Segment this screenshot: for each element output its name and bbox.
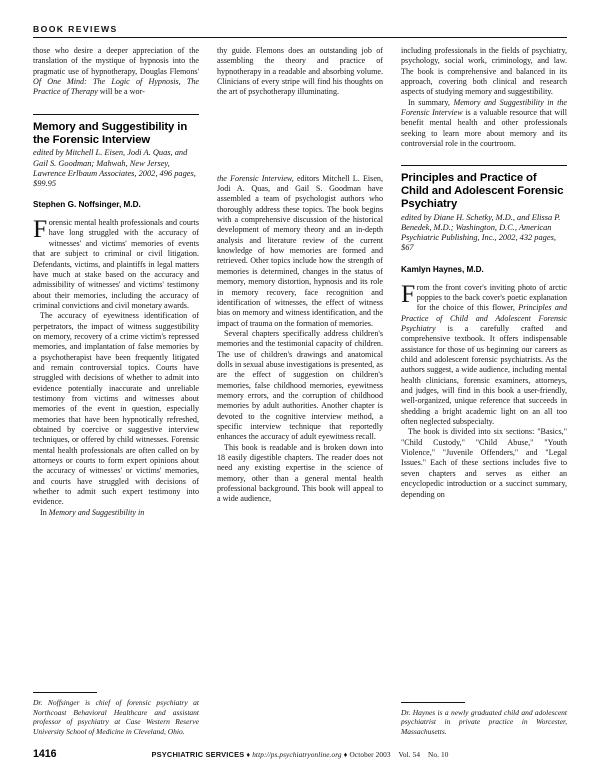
footnote-block-two — [401, 702, 567, 736]
body-paragraph: Several chapters specifically address children's memories and the testimonial capacity of children. The use of children's drawings and anatomical dolls in sexual abuse investigations is presented, as are the effect of suggestion on children's memories, false childhood memories, eyewitness memory errors, and the corruption of childhood memories by adult authorities. Another chapter is devoted to the cognitive interview method, a specific interview technique that reportedly enhances the accuracy of adult eyewitness recall. — [217, 328, 383, 442]
footnote-block-one — [33, 692, 199, 736]
review-credit-one: edited by Mitchell L. Eisen, Jodi A. Quas, and Gail S. Goodman; Mahwah, New Jersey, Lawrence Erlbaum Associates, 2002, 496 pages, $99.95 — [33, 148, 196, 188]
journal-url[interactable]: http://ps.psychiatryonline.org — [252, 750, 342, 759]
review-reviewer-one: Stephen G. Noffsinger, M.D. — [33, 200, 141, 210]
footnote-text-two: Dr. Haynes is a newly graduated child and adolescent psychiatrist in private practice in Worcester, Massachusetts. — [401, 707, 567, 736]
page-number: 1416 — [33, 748, 57, 760]
column-three — [401, 46, 567, 736]
page-footer — [33, 748, 567, 760]
three-column-grid — [33, 46, 567, 736]
running-head — [33, 24, 567, 38]
review-divider-rule-two — [401, 165, 567, 166]
review-title-two: Principles and Practice of Child and Adolescent Forensic Psychiatry — [401, 172, 564, 211]
review-credit-two: edited by Diane H. Schetky, M.D., and Elissa P. Benedek, M.D.; Washington, D.C., American Psychiatric Publishing, Inc., 2002, 432 pages, $67 — [401, 212, 561, 253]
footnote-rule — [33, 692, 97, 693]
number-label: No. 10 — [428, 750, 449, 759]
running-head-label: BOOK REVIEWS — [33, 24, 118, 34]
review-title-one: Memory and Suggestibility in the Forensic Interview — [33, 120, 188, 146]
continued-paragraph-col1 — [33, 46, 199, 98]
body-paragraph-partial — [33, 508, 199, 518]
footnote-rule — [401, 702, 465, 703]
summary-tail: is a valuable resource that will benefit mental health and other professionals seeking to learn more about memory and its controversial role in the courtroom. — [401, 108, 568, 149]
continued-text-col1: those who desire a deeper appreciation of the translation of the mystique of hypnosis into the pragmatic use of hypnotherapy, Douglas Flemons' — [33, 46, 199, 76]
continued-italic-title-col1: Of One Mind: The Logic of Hypnosis, The Practice of Therapy — [33, 77, 199, 97]
body-paragraph: This book is readable and is broken down into 18 easily digestible chapters. The reader does not need any existing expertise in the science of memory, other than a general mental health professional background. This book will appeal to a wide audience, — [217, 442, 383, 504]
review-heading-block-two — [401, 165, 567, 273]
column-two — [217, 46, 383, 736]
paragraph-lead-in: In — [40, 507, 49, 517]
diamond-icon: ♦ — [246, 750, 251, 759]
continued-tail-col1: will be a wor- — [97, 87, 145, 97]
body-italic-title: Principles and Practice of Child and Adolescent Forensic Psychiatry — [401, 303, 567, 334]
journal-name: PSYCHIATRIC SERVICES — [151, 750, 245, 759]
running-head-rule — [33, 37, 567, 38]
footer-citation-line — [85, 750, 515, 759]
summary-lead-in: In summary, — [408, 97, 454, 107]
summary-italic-title: Memory and Suggestibility in the Forensic Interview — [401, 97, 567, 118]
summary-paragraph-col3 — [401, 98, 567, 150]
spacer — [401, 149, 567, 165]
body-paragraph: The accuracy of eyewitness identification of perpetrators, the impact of witness suggestibility on memory, recovery of a crime victim's repressed memories, and implantation of false memories by a psychotherapist have been frequently litigated and remain controversial topics. Courts have struggled with decisions of whether to admit into evidence potentially inaccurate and unreliable testimony from victims and witnesses about memories of the event in question, especially memories that have been hypnotically refreshed, obtained by coercive or suggestive interview techniques, or offered by child witnesses. Forensic mental health professionals are often called on by attorneys or courts to form expert opinions about the accuracy of witnesses' or victims' memories, and courts have struggled with decisions of whether to admit such expert testimony into evidence. — [33, 311, 199, 507]
paragraph-italic-title: Memory and Suggestibility in — [48, 507, 145, 517]
spacer — [217, 98, 383, 114]
column-one — [33, 46, 199, 736]
heading-offset-spacer — [217, 114, 383, 174]
review-reviewer-two: Kamlyn Haynes, M.D. — [401, 264, 484, 274]
continued-paragraph-col2: thy guide. Flemons does an outstanding job of assembling the theory and practice of hypnotherapy in a readable and absorbing volume. Clinicians of every stripe will find his thoughts on the art of psychotherapy illuminating. — [217, 46, 383, 97]
carryover-italic-title: the Forensic Interview, — [217, 173, 294, 183]
diamond-icon: ♦ — [343, 750, 348, 759]
body-paragraph — [401, 278, 567, 428]
review-divider-rule-one — [33, 114, 199, 115]
carryover-text: editors Mitchell L. Eisen, Jodi A. Quas, and Gail S. Goodman have assembled a team of psychologist authors who thoroughly address these topics. The book begins with a comprehensive discussion of the historical development of memory theory and an in-depth analysis and literature review of the current knowledge of how memories are formed and retrieved. Other topics include how the strength of memories is determined, changes in the status of memory, memory distortion, hypnosis and its role in memory recovery, face recognition and identification of witnesses, the effect of witness bias on memory and witness identification, and the impact of trauma on the formation of memories. — [217, 173, 383, 328]
review-heading-block-one — [33, 114, 199, 209]
spacer — [33, 98, 199, 114]
issue-date: October 2003 — [349, 750, 391, 759]
body-paragraph: The book is divided into six sections: "Basics," "Child Custody," "Child Abuse," "Youth Violence," "Juvenile Offenders," and "Legal Issues." Each of these sections includes five to seven chapters and serves as either an encyclopedic introduction or a succinct summary, depending on — [401, 427, 567, 499]
body-paragraph: Forensic mental health professionals and courts have long struggled with the accuracy of witnesses' and victims' memories of events that are subject to criminal or civil litigation. Defendants, victims, and plaintiffs in legal matters have much at stake based on the accuracy and admissibility of witnesses' and victims' testimony about their memories, including the accuracy of criminal convictions and civil monetary awards. — [33, 214, 199, 310]
continued-paragraph-col3: including professionals in the fields of psychiatry, psychology, social work, criminology, and law. The book is comprehensive and balanced in its approach, covering both clinical and research aspects of studying memory and suggestibility. — [401, 46, 567, 97]
carryover-paragraph-col2 — [217, 174, 383, 329]
footnote-text-one: Dr. Noffsinger is chief of forensic psychiatry at Northcoast Behavioral Healthcare and assistant professor of psychiatry at Case Western Reserve University School of Medicine in Cleveland, Ohio. — [33, 698, 199, 736]
body-lead-in: From the front cover's inviting photo of arctic poppies to the back cover's poetic explanation for the choice of this flower, — [401, 278, 567, 313]
body-tail: is a carefully crafted and comprehensive textbook. It offers indispensable assistance for those of us beginning our careers as child and adolescent forensic psychiatrists. As the authors suggest, a wide audience, including mental health clinicians, forensic examiners, attorneys, and judges, will find in this book a user-friendly, well-organized, unique reference that succeeds in shedding a bright academic light on an all too often neglected subspecialty. — [401, 324, 567, 427]
volume-label: Vol. 54 — [398, 750, 421, 759]
